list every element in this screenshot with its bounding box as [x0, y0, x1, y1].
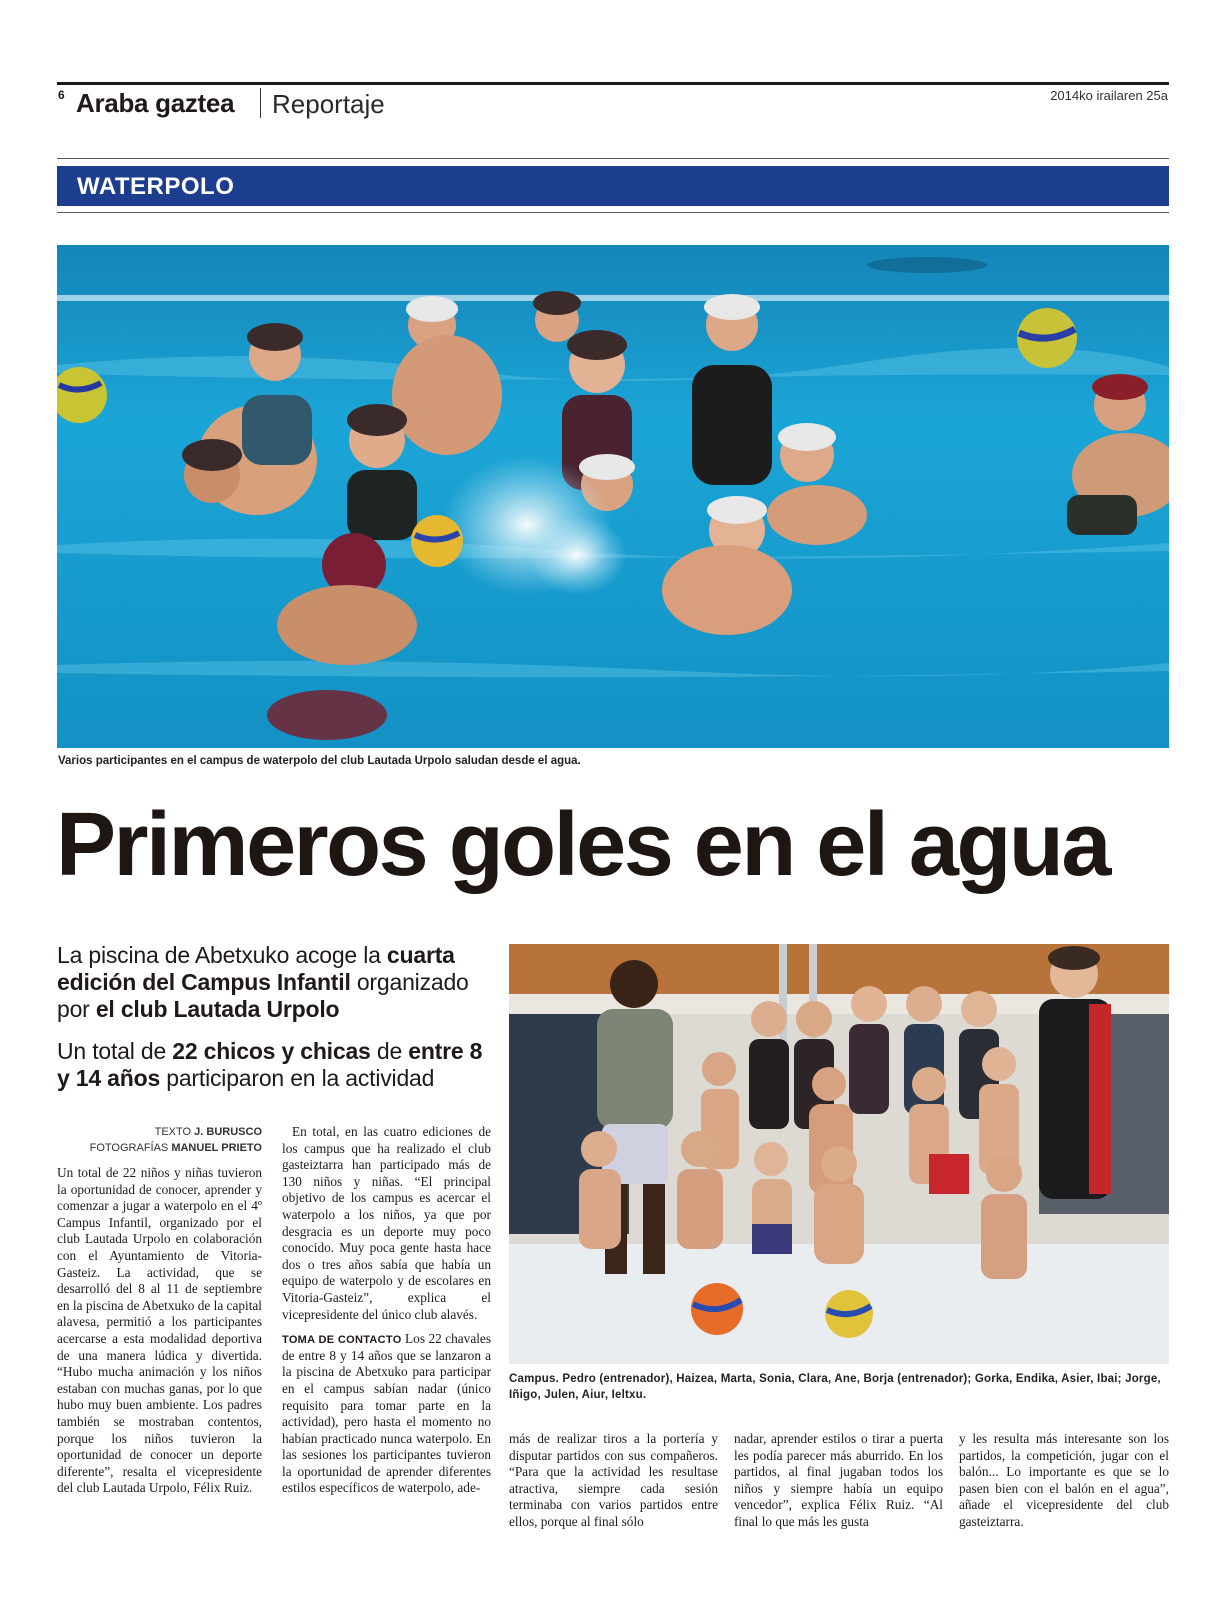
headline: Primeros goles en el agua [56, 795, 1109, 895]
deck2-text-2: de [370, 1038, 409, 1064]
body-column-1 [57, 1165, 262, 1497]
deck2-text-1: Un total de [57, 1038, 173, 1064]
body-paragraph-6: y les resulta más interesante son los partidos, la competición, jugar con el balón... Lo importante es que se lo pasen bien con el balón en el agua”, añade el vicepresidente del club gasteiztarra. [959, 1431, 1169, 1529]
pool-photo-image [57, 245, 1169, 748]
deck1-text-1: La piscina de Abetxuko acoge la [57, 942, 387, 968]
body-paragraph-4: más de realizar tiros a la portería y disputar partidos con sus compañeros. “Para que la actividad les resultase atractiva, siempre cada sesión terminaba con varios partidos entre ellos, porque al final sólo [509, 1431, 718, 1529]
deck1-bold-2: el club Lautada Urpolo [95, 996, 340, 1022]
byline-text-label: TEXTO [154, 1126, 192, 1138]
body-paragraph-3 [282, 1331, 491, 1497]
band-bottom-rule [57, 212, 1169, 213]
issue-date: 2014ko irailaren 25a [1050, 88, 1168, 103]
body-column-2 [282, 1124, 491, 1497]
group-photo [509, 944, 1169, 1364]
deck2-text-3: participaron en la actividad [160, 1065, 435, 1091]
section-divider [260, 88, 261, 118]
pool-photo-caption: Varios participantes en el campus de waterpolo del club Lautada Urpolo saludan desde el agua. [58, 755, 581, 767]
sport-band [57, 166, 1169, 206]
body-paragraph-5: nadar, aprender estilos o tirar a puerta les podía parecer más aburrido. En los partidos, al final jugaban todos los niños y siempre había un equipo vencedor”, explica Félix Ruiz. “Al final lo que más les gusta [734, 1431, 943, 1529]
byline-photo-label: FOTOGRAFÍAS [89, 1142, 169, 1154]
subheadline-2 [57, 1038, 497, 1092]
header-rule [57, 82, 1169, 85]
group-photo-image [509, 944, 1169, 1364]
body-paragraph-1: Un total de 22 niños y niñas tuvieron la oportunidad de conocer, aprender y comenzar a jugar a waterpolo en el 4º Campus Infantil, organizado por el club Lautada Urpolo en colaboración con el Ayuntamiento de Vitoria-Gasteiz. La actividad, que se desarrolló del 8 al 11 de septiembre en la piscina de Abetxuko de la capital alavesa, permitió a los participantes acercarse a esta modalidad deportiva de una manera lúdica y divertida. “Hubo mucha animación y los niños estaban con muchas ganas, por lo que hubo muy buen ambiente. Los padres también se mostraban contentos, porque los niños tuvieron la oportunidad de conocer un deporte diferente”, resalta el vicepresidente del club Lautada Urpolo, Félix Ruiz. [57, 1165, 262, 1496]
sport-label: WATERPOLO [77, 173, 235, 200]
page-number: 6 [58, 88, 65, 102]
deck1-text-2: organizado por [57, 969, 469, 1022]
byline-photo-author: MANUEL PRIETO [171, 1142, 262, 1154]
section-name: Araba gaztea [76, 88, 235, 118]
byline-text-author: J. BURUSCO [194, 1126, 262, 1138]
byline [57, 1124, 262, 1156]
body-column-3 [509, 1431, 718, 1531]
section-type: Reportaje [272, 89, 385, 119]
pool-photo [57, 245, 1169, 748]
subheadline-1 [57, 942, 497, 1023]
deck1-bold-1: cuarta edición del Campus Infantil [57, 942, 455, 995]
band-top-rule [57, 158, 1169, 159]
body-paragraph-2: En total, en las cuatro ediciones de los campus que ha realizado el club gasteiztarra han participado más de 130 niños y niñas. “El principal objetivo de los campus es acercar el waterpolo a los niños, ya que por desgracia es un deporte muy poco conocido. Muy poca gente hasta hace dos o tres años sabía que había un equipo de waterpolo y de escolares en Vitoria-Gasteiz”, explica el vicepresidente del único club alavés. [282, 1124, 491, 1322]
body-paragraph-3-text: Los 22 chavales de entre 8 y 14 años que se lanzaron a la piscina de Abetxuko para participar en el campus sabían nadar (único requisito para tomar parte en la actividad), pero hasta el momento no habían practicado nunca waterpolo. En las sesiones los participantes tuvieron la oportunidad de aprender diferentes estilos específicos de waterpolo, ade- [282, 1331, 491, 1496]
deck2-bold-1: 22 chicos y chicas [172, 1038, 371, 1064]
subhead-lead: TOMA DE CONTACTO [282, 1334, 402, 1347]
group-photo-caption: Campus. Pedro (entrenador), Haizea, Marta, Sonia, Clara, Ane, Borja (entrenador); Gorka, Endika, Asier, Ibai; Jorge, Iñigo, Julen, Aiur, Ieltxu. [509, 1373, 1161, 1401]
deck2-bold-2: entre 8 y 14 años [57, 1038, 483, 1091]
body-column-4 [734, 1431, 943, 1531]
body-column-5 [959, 1431, 1169, 1531]
